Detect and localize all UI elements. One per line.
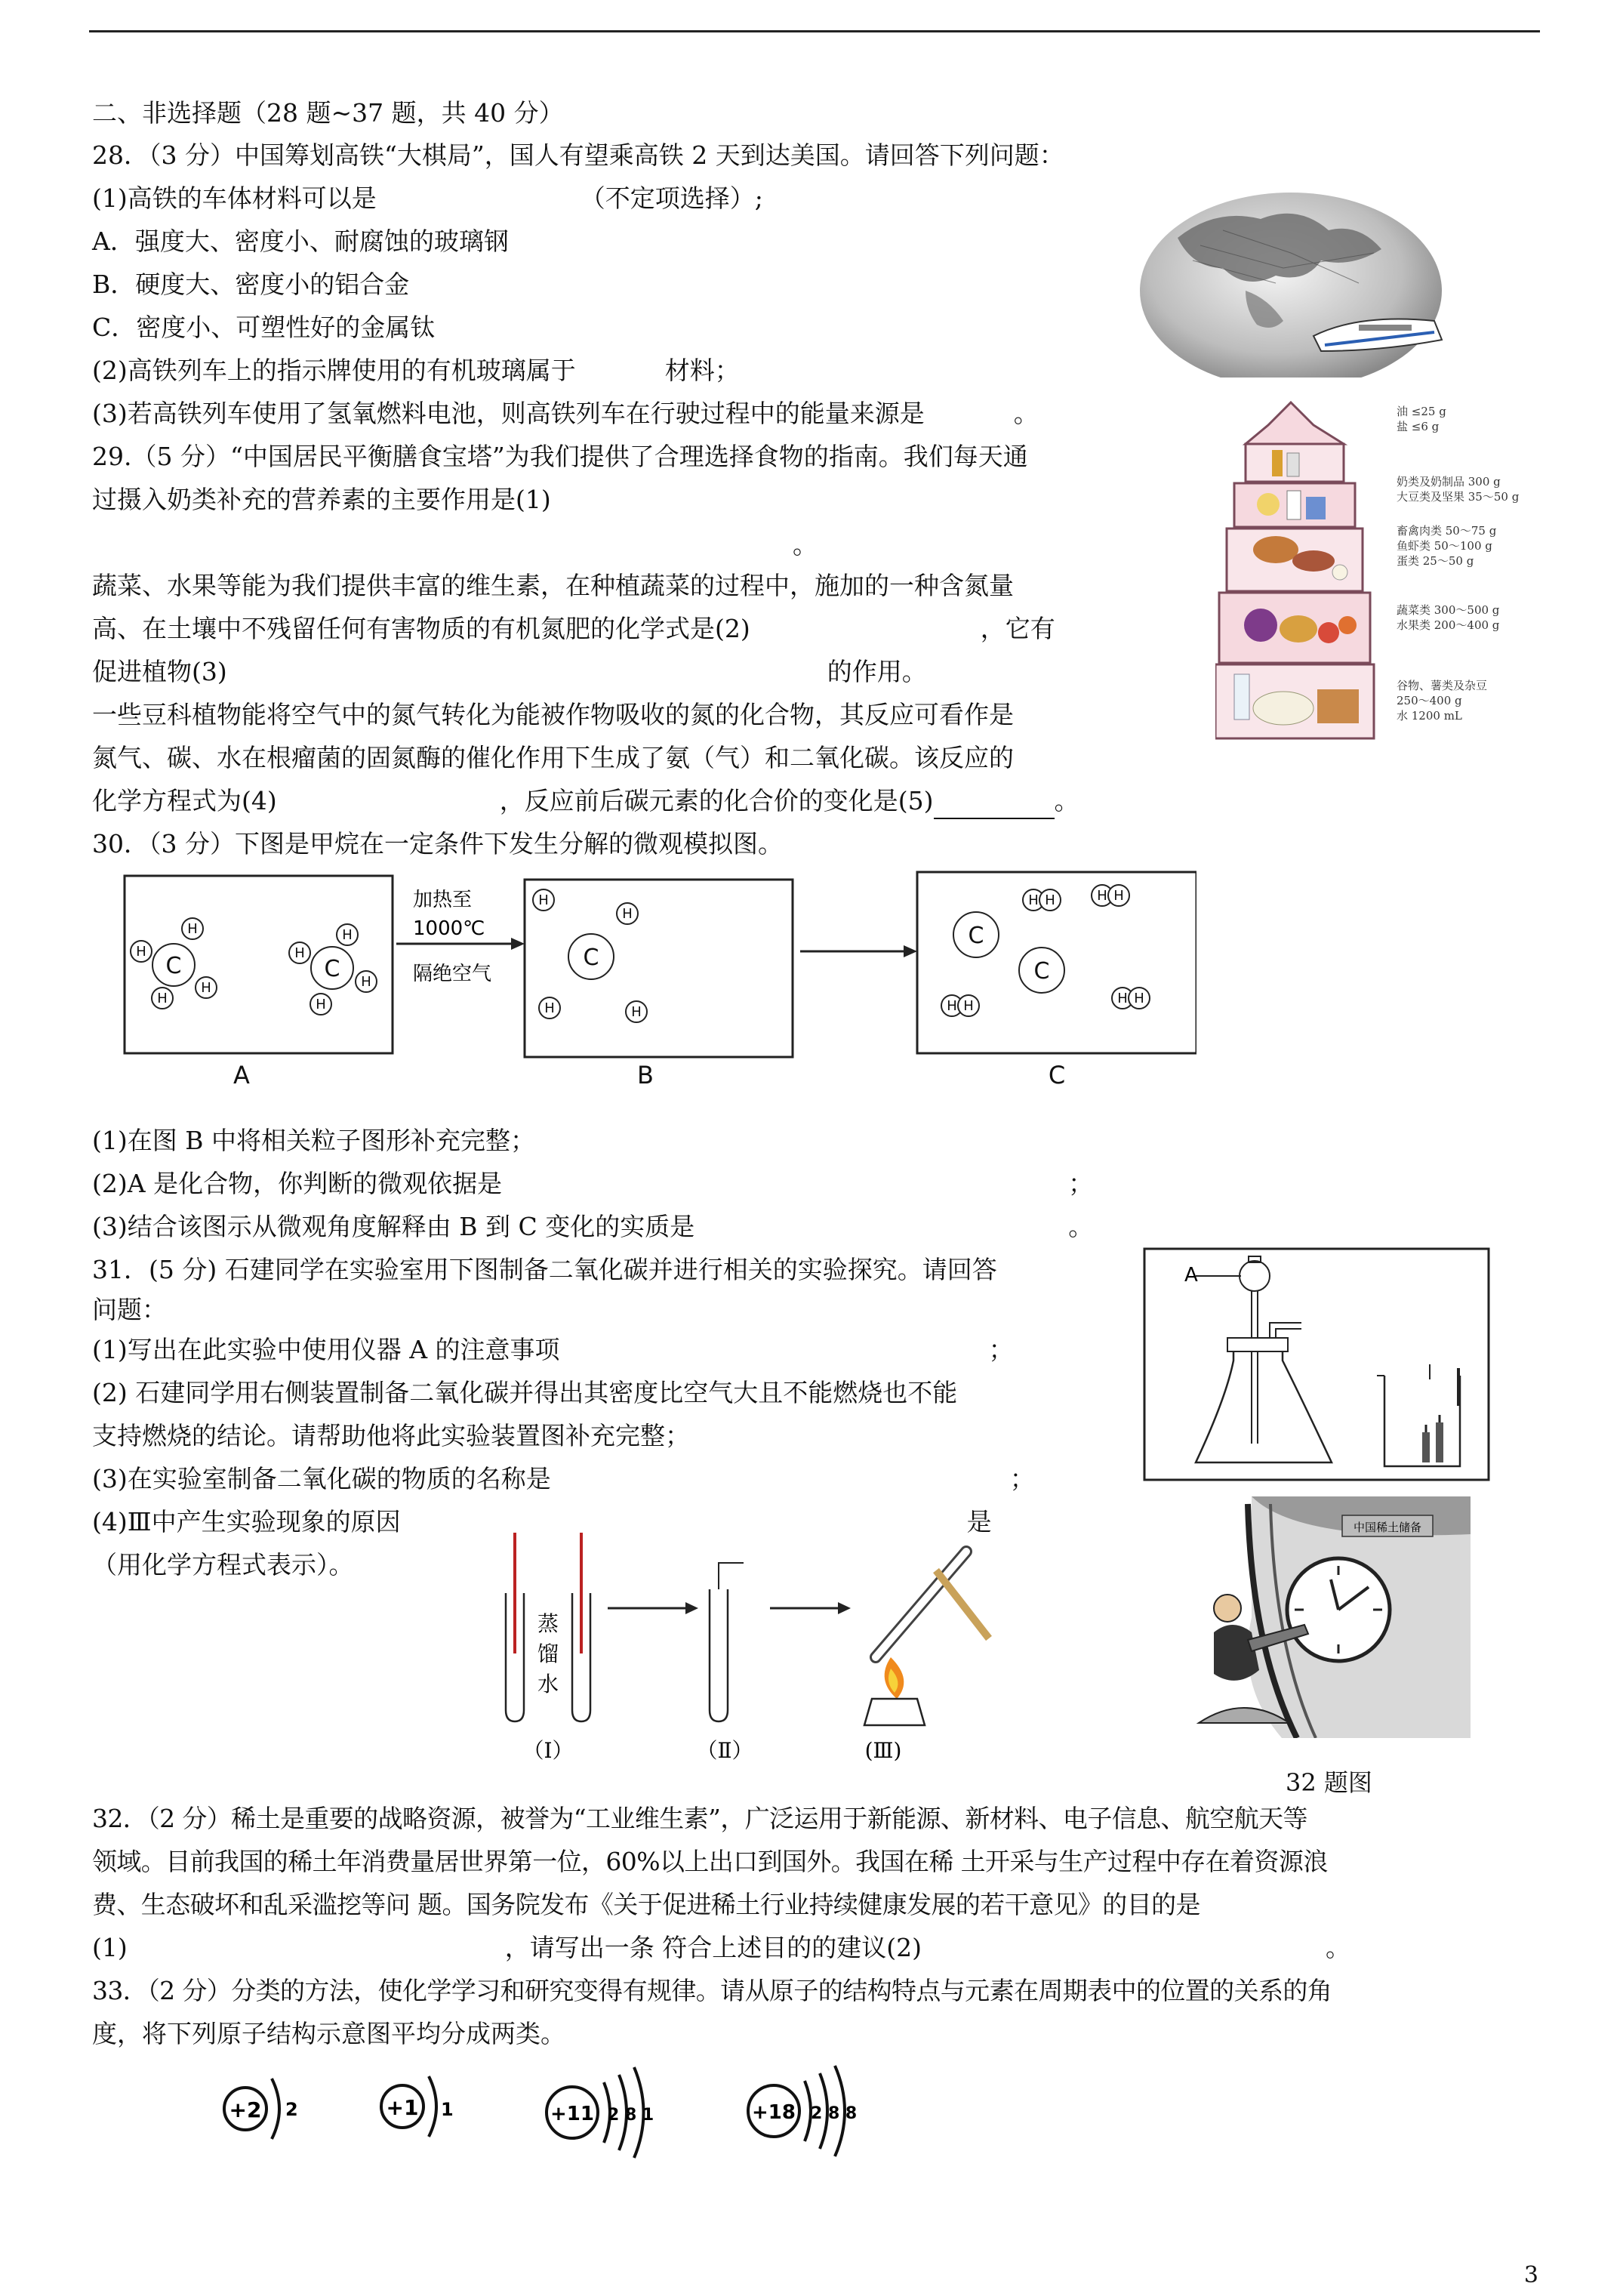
q29-line5-text: 高、在土壤中不残留任何有害物质的有机氮肥的化学式是(2) [92,614,750,643]
q29-line2: 过摄入奶类补充的营养素的主要作用是(1) [92,485,551,514]
atom-h: H [1113,888,1124,904]
header-rule [89,30,1540,32]
q31-part2a: (2) 石建同学用右侧装置制备二氧化碳并得出其密度比空气大且不能燃烧也不能 [92,1378,958,1407]
q33-line2: 度，将下列原子结构示意图平均分成两类。 [92,2019,565,2048]
q31-part4c: （用化学方程式表示）。 [92,1550,354,1579]
condition-no-air: 隔绝空气 [413,963,492,985]
atom-h: H [947,998,957,1014]
q30-part2-text: (2)A 是化合物，你判断的微观依据是 [92,1169,503,1198]
atom-h: H [342,927,353,943]
test-tube-experiment-diagram [483,1518,996,1767]
q30-part3 [92,1210,1093,1244]
q29-line3: 。 [793,530,818,559]
globe-train-image [1132,177,1449,378]
atom-h: H [157,991,168,1006]
q32-line4-text: (1) [92,1933,128,1962]
atom-structure-3 [547,2067,654,2158]
pyramid-label-8: 水果类 200～400 g [1397,618,1500,632]
atom-h: H [538,892,549,908]
atom-h: H [361,974,371,990]
co2-apparatus-diagram [1143,1247,1490,1481]
pyramid-label-1: 盐 ≤6 g [1397,420,1440,433]
q31-part2b: 支持燃烧的结论。请帮助他将此实验装置图补充完整； [92,1421,690,1450]
q29-line6-text: 促进植物(3) [92,657,227,686]
q31-part1 [92,1333,1014,1367]
q32-line4-tail: 。 [1325,1933,1350,1962]
atom1-nucleus: +2 [229,2097,262,2122]
q28-part1-text: (1)高铁的车体材料可以是 [92,183,377,213]
q29-line7: 一些豆科植物能将空气中的氮气转化为能被作物吸收的氮的化合物，其反应可看作是 [92,700,1014,729]
pyramid-label-5: 鱼虾类 50～100 g [1397,539,1492,553]
atom-c: C [324,956,340,982]
q29-line5-tail: ，它有 [980,614,1055,643]
atom-h: H [1117,991,1128,1006]
methane-decomposition-diagram [117,868,1196,1087]
pyramid-label-2: 奶类及奶制品 300 g [1397,475,1501,488]
q31-line2: 问题： [92,1295,167,1324]
pyramid-label-6: 蛋类 25～50 g [1397,554,1474,568]
q28-stem: 28．（3 分）中国筹划高铁“大棋局”，国人有望乘高铁 2 天到达美国。请回答下列问题： [92,140,1064,170]
q29-line9 [92,784,1079,819]
q28-part3-text: (3)若高铁列车使用了氢氧燃料电池，则高铁列车在行驶过程中的能量来源是 [92,399,925,428]
q28-part2 [92,354,740,387]
atomic-structure-diagrams [211,2060,876,2165]
q32-figure-caption: 32 题图 [1286,1768,1372,1797]
q33-line1: 33．（2 分）分类的方法，使化学学习和研究变得有规律。请从原子的结构特点与元素在周期表中的位置的关系的角 [92,1976,1332,2005]
q29-line6-tail: 的作用。 [827,657,927,686]
atom3-nucleus: +11 [550,2103,594,2125]
q29-line9-mid: ，反应前后碳元素的化合价的变化是(5) [499,786,934,815]
q31-part4-tail: 是 [966,1507,992,1536]
q30-stem: 30．（3 分）下图是甲烷在一定条件下发生分解的微观模拟图。 [92,829,783,858]
water-label-2: 馏 [537,1641,559,1666]
pyramid-label-10: 250～400 g [1397,694,1462,707]
q31-part1-tail: ； [988,1335,1014,1364]
step-label-1: （Ⅰ） [522,1738,574,1763]
label-c: C [1048,1061,1066,1087]
atom2-shells: 1 [441,2099,454,2120]
q28-part3 [92,397,1039,430]
q28-part1 [92,182,763,215]
q31-part1-text: (1)写出在此实验中使用仪器 A 的注意事项 [92,1335,560,1364]
q31-part3 [92,1462,1035,1496]
atom-structure-2 [381,2076,454,2137]
atom-structure-1 [224,2079,298,2139]
atom4-shells: 2 8 8 [811,2104,858,2123]
q28-part2-text: (2)高铁列车上的指示牌使用的有机玻璃属于 [92,356,576,385]
atom-h: H [1045,892,1055,908]
q28-part3-tail: 。 [1013,399,1039,428]
atom-c: C [968,923,984,949]
instrument-a-label: A [1184,1264,1198,1287]
q30-part2 [92,1167,1093,1200]
q28-option-b: B．硬度大、密度小的铝合金 [92,270,410,299]
water-label-3: 水 [537,1672,559,1697]
q32-line4-mid: ，请写出一条 符合上述目的的建议(2) [504,1933,922,1962]
atom-h: H [631,1004,642,1020]
atom-h: H [1134,991,1144,1006]
atom-h: H [963,998,974,1014]
atom2-nucleus: +1 [386,2095,419,2120]
atom-h: H [294,945,305,961]
atom-c: C [583,945,599,971]
atom-structure-4 [748,2066,857,2156]
q29-line4: 蔬菜、水果等能为我们提供丰富的维生素，在种植蔬菜的过程中，施加的一种含氮量 [92,571,1014,600]
q30-part1: (1)在图 B 中将相关粒子图形补充完整； [92,1126,535,1155]
q29-blank-5 [934,784,1055,819]
q28-option-a: A．强度大、密度小、耐腐蚀的玻璃钢 [92,227,509,256]
q29-line9-tail: 。 [1054,786,1079,815]
atom-h: H [1028,892,1039,908]
label-b: B [637,1061,654,1087]
q28-option-c: C．密度小、可塑性好的金属钛 [92,313,436,342]
q28-part1-tail: （不定项选择）; [580,183,763,213]
q29-line9-text: 化学方程式为(4) [92,786,277,815]
cartoon-sign: 中国稀土储备 [1353,1521,1422,1534]
section-title: 二、非选择题（28 题~37 题，共 40 分） [92,98,564,128]
atom-h: H [544,1000,555,1016]
q29-line6 [92,655,927,689]
atom-h: H [622,906,633,922]
q29-line5 [92,612,1055,646]
condition-heat: 加热至 [413,889,473,911]
q29-line1: 29.（5 分）“中国居民平衡膳食宝塔”为我们提供了合理选择食物的指南。我们每天通 [92,442,1028,471]
atom-h: H [136,944,146,960]
step-label-3: (Ⅲ) [864,1738,902,1763]
condition-temperature: 1000℃ [413,917,485,940]
atom-c: C [1033,958,1050,985]
q31-line1: 31．(5 分) 石建同学在实验室用下图制备二氧化碳并进行相关的实验探究。请回答 [92,1255,997,1284]
atom-h: H [201,980,211,996]
q31-part4-text: (4)Ⅲ中产生实验现象的原因 [92,1507,401,1536]
q30-part2-tail: ； [1068,1169,1094,1198]
food-pyramid-image [1215,399,1570,746]
page-number: 3 [1523,2262,1538,2288]
q30-part3-tail: 。 [1068,1212,1094,1241]
step-label-2: （Ⅱ） [696,1738,753,1763]
q32-line4 [92,1931,1350,1965]
atom-c: C [165,953,182,979]
box-b [525,880,793,1057]
atom-h: H [1097,888,1107,904]
q28-part2-tail: 材料； [664,356,740,385]
q32-line1: 32．（2 分）稀土是重要的战略资源，被誉为“工业维生素”，广泛运用于新能源、新材料、电子信息、航空航天等 [92,1804,1307,1833]
rare-earth-cartoon [1191,1496,1471,1738]
water-label-1: 蒸 [537,1611,559,1636]
atom3-shells: 2 8 1 [608,2106,654,2125]
pyramid-label-0: 油 ≤25 g [1397,405,1446,418]
q32-line3: 费、生态破坏和乱采滥挖等问 题。国务院发布《关于促进稀土行业持续健康发展的若干意见》的目的是 [92,1890,1200,1919]
atom-h: H [316,997,326,1012]
atom1-shells: 2 [285,2099,298,2120]
q29-line8: 氮气、碳、水在根瘤菌的固氮酶的催化作用下生成了氨（气）和二氧化碳。该反应的 [92,743,1014,772]
pyramid-label-4: 畜禽肉类 50～75 g [1397,524,1497,538]
q32-line2: 领域。目前我国的稀土年消费量居世界第一位，60%以上出口到国外。我国在稀 土开采与生产过程中存在着资源浪 [92,1847,1328,1876]
atom-h: H [187,921,198,937]
q31-part3-tail: ； [1009,1464,1035,1493]
pyramid-label-9: 谷物、薯类及杂豆 [1397,679,1488,692]
q30-part3-text: (3)结合该图示从微观角度解释由 B 到 C 变化的实质是 [92,1212,695,1241]
pyramid-label-7: 蔬菜类 300～500 g [1397,603,1500,617]
atom4-nucleus: +18 [752,2101,796,2124]
label-a: A [233,1061,250,1087]
pyramid-label-11: 水 1200 mL [1397,709,1462,723]
pyramid-label-3: 大豆类及坚果 35～50 g [1397,490,1520,504]
q31-part3-text: (3)在实验室制备二氧化碳的物质的名称是 [92,1464,551,1493]
